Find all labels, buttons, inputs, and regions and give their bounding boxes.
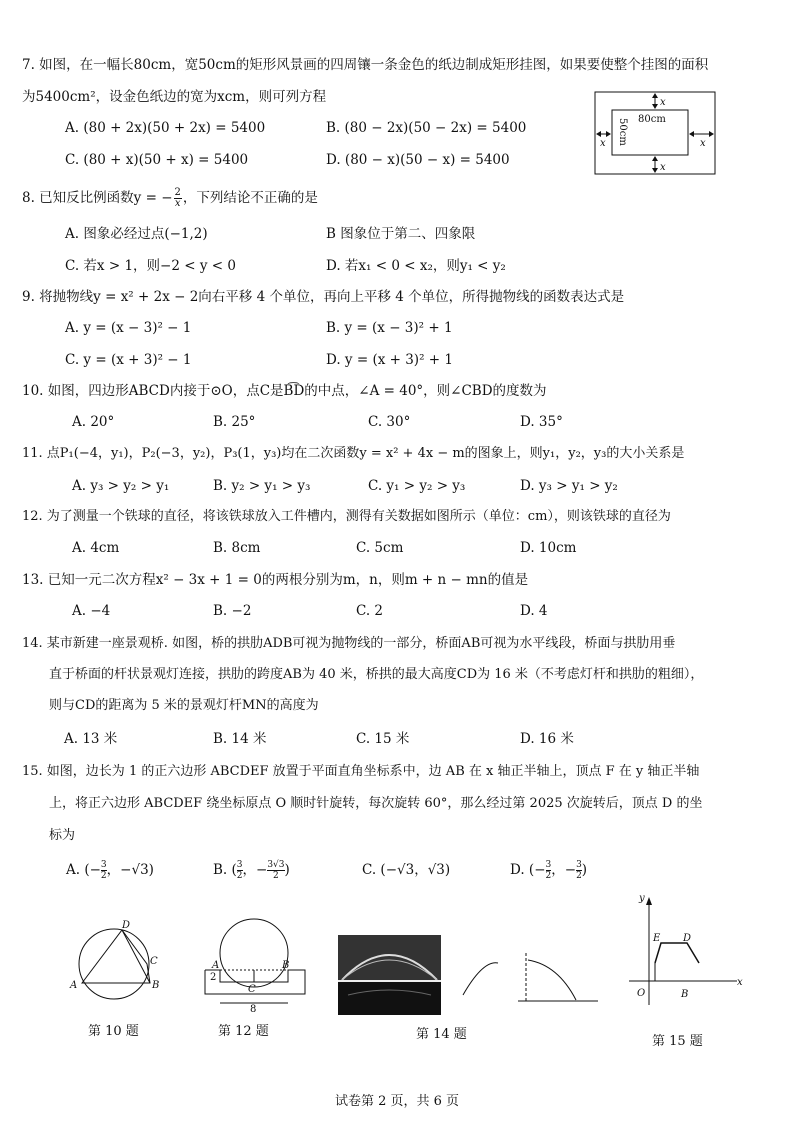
q10-option-c: C. 30° [368, 414, 411, 430]
q15-label-o: O [637, 988, 646, 999]
q7-fig-x-top: x [660, 97, 666, 108]
q11-option-d: D. y₃ > y₁ > y₂ [520, 478, 618, 494]
q10-quadrilateral [82, 930, 150, 983]
q10-label-c: C [150, 956, 158, 967]
q11-option-c: C. y₁ > y₂ > y₃ [368, 478, 466, 494]
q13-stem: 13. 已知一元二次方程x² − 3x + 1 = 0的两根分别为m，n，则m + n − mn的值是 [22, 572, 529, 588]
q10-label-b: B [152, 980, 160, 991]
q14-option-a: A. 13 米 [64, 731, 118, 747]
figure-q12 [200, 918, 310, 1013]
q10-option-d: D. 35° [520, 414, 563, 430]
q10-option-a: A. 20° [72, 414, 115, 430]
q9-option-c: C. y = (x + 3)² − 1 [65, 352, 192, 368]
q15-hexagon-part [655, 943, 699, 963]
caption-q10: 第 10 题 [88, 1024, 139, 1039]
q7-fig-length: 80cm [638, 114, 666, 125]
q12-label-a: A [212, 960, 220, 971]
q12-option-d: D. 10cm [520, 540, 577, 556]
q9-option-a: A. y = (x − 3)² − 1 [65, 320, 192, 336]
q7-option-d: D. (80 − x)(50 − x) = 5400 [326, 152, 510, 168]
q15-label-b: B [681, 989, 689, 1000]
q12-stem: 12. 为了测量一个铁球的直径，将该铁球放入工件槽内，测得有关数据如图所示（单位：cm），则该铁球的直径为 [22, 509, 671, 524]
q9-stem: 9. 将抛物线y = x² + 2x − 2向右平移 4 个单位，再向上平移 4 个单位，所得抛物线的函数表达式是 [22, 289, 625, 305]
q10-stem: 10. 如图，四边形ABCD内接于⊙O，点C是B͡D的中点，∠A = 40°，则∠CBD的度数为 [22, 383, 547, 399]
q14-parabola-sketch [458, 945, 603, 1010]
q15-label-d: D [683, 933, 692, 944]
q8-stem: 8. 已知反比例函数y = − $\frac{2}{x}$ ，下列结论不正确的是 [22, 187, 318, 209]
q15-line2: 上，将正六边形 ABCDEF 绕坐标原点 O 顺时针旋转，每次旋转 60°，那么经过第 2025 次旋转后，顶点 D 的坐 [49, 796, 703, 811]
q15-option-c: C. (−√3，√3) [362, 862, 451, 878]
q13-option-d: D. 4 [520, 603, 548, 619]
q13-option-c: C. 2 [356, 603, 384, 619]
figure-q15 [625, 893, 745, 1013]
q15-label-e: E [653, 933, 661, 944]
q12-label-c: C [248, 984, 256, 995]
caption-q12: 第 12 题 [218, 1024, 269, 1039]
q11-option-b: B. y₂ > y₁ > y₃ [213, 478, 311, 494]
q15-line3: 标为 [49, 828, 76, 843]
q14-option-c: C. 15 米 [356, 731, 410, 747]
q8-option-d: D. 若x₁ < 0 < x₂，则y₁ < y₂ [326, 258, 506, 274]
q13-option-b: B. −2 [213, 603, 252, 619]
caption-q14: 第 14 题 [416, 1027, 467, 1042]
q14-line2: 直于桥面的杆状景观灯连接，拱肋的跨度AB为 40 米，桥拱的最大高度CD为 16 米（不考虑灯杆和拱肋的粗细）， [49, 667, 704, 682]
q7-fig-x-left: x [600, 138, 606, 149]
q14-line3: 则与CD的距离为 5 米的景观灯杆MN的高度为 [49, 698, 319, 713]
q7-fig-x-bottom: x [660, 162, 666, 173]
q9-option-d: D. y = (x + 3)² + 1 [326, 352, 453, 368]
q15-label-x: x [737, 977, 743, 988]
q12-option-a: A. 4cm [72, 540, 120, 556]
q14-option-b: B. 14 米 [213, 731, 267, 747]
q14-option-d: D. 16 米 [520, 731, 574, 747]
q10-option-b: B. 25° [213, 414, 256, 430]
q7-option-a: A. (80 + 2x)(50 + 2x) = 5400 [65, 120, 266, 136]
q8-option-c: C. 若x > 1，则−2 < y < 0 [65, 258, 236, 274]
q9-option-b: B. y = (x − 3)² + 1 [326, 320, 453, 336]
q7-option-b: B. (80 − 2x)(50 − 2x) = 5400 [326, 120, 527, 136]
q12-option-c: C. 5cm [356, 540, 404, 556]
q7-option-c: C. (80 + x)(50 + x) = 5400 [65, 152, 249, 168]
q7-fig-x-right: x [700, 138, 706, 149]
q15-label-y: y [639, 893, 645, 904]
q7-fig-width: 50cm [617, 118, 628, 146]
q8-frac-num: 2 [174, 187, 181, 198]
q11-option-a: A. y₃ > y₂ > y₁ [72, 478, 170, 494]
q14-line1: 14. 某市新建一座景观桥. 如图，桥的拱肋ADB可视为抛物线的一部分，桥面AB可视为水平线段，桥面与拱肋用垂 [22, 636, 676, 651]
figure-q10 [62, 920, 172, 1000]
caption-q15: 第 15 题 [652, 1034, 703, 1049]
q15-option-d: D. (− $\frac{3}{2}$ ，− $\frac{3}{2}$ ) [510, 860, 588, 881]
q7-line2: 为5400cm²，设金色纸边的宽为xcm，则可列方程 [22, 89, 327, 105]
q15-option-b: B. ( $\frac{3}{2}$ ，− $\frac{3√3}{2}$ ) [213, 860, 290, 881]
q8-option-a: A. 图象必经过点(−1,2) [65, 226, 208, 242]
q11-stem: 11. 点P₁(−4，y₁)，P₂(−3，y₂)，P₃(1，y₃)均在二次函数y = x² + 4x − m的图象上，则y₁，y₂，y₃的大小关系是 [22, 446, 685, 461]
q7-figure [590, 88, 720, 180]
q12-option-b: B. 8cm [213, 540, 261, 556]
q15-line1: 15. 如图，边长为 1 的正六边形 ABCDEF 放置于平面直角坐标系中，边 AB 在 x 轴正半轴上，顶点 F 在 y 轴正半轴 [22, 764, 700, 779]
q15-option-a: A. (− $\frac{3}{2}$ ，−√3) [66, 860, 154, 881]
q12-label-b: B [282, 960, 290, 971]
q12-label-width: 8 [250, 1004, 257, 1015]
q12-label-height: 2 [210, 972, 217, 983]
q10-label-d: D [122, 920, 131, 931]
q13-option-a: A. −4 [72, 603, 111, 619]
q14-bridge-photo [338, 935, 441, 1015]
q10-circle [79, 929, 149, 999]
page-footer: 试卷第 2 页，共 6 页 [334, 1094, 460, 1109]
q8-frac-den: x [174, 198, 181, 209]
q10-label-a: A [70, 980, 78, 991]
q8-option-b: B 图象位于第二、四象限 [326, 226, 476, 242]
q7-line1: 7. 如图，在一幅长80cm，宽50cm的矩形风景画的四周镶一条金色的纸边制成矩形挂图，如果要使整个挂图的面积 [22, 57, 709, 73]
